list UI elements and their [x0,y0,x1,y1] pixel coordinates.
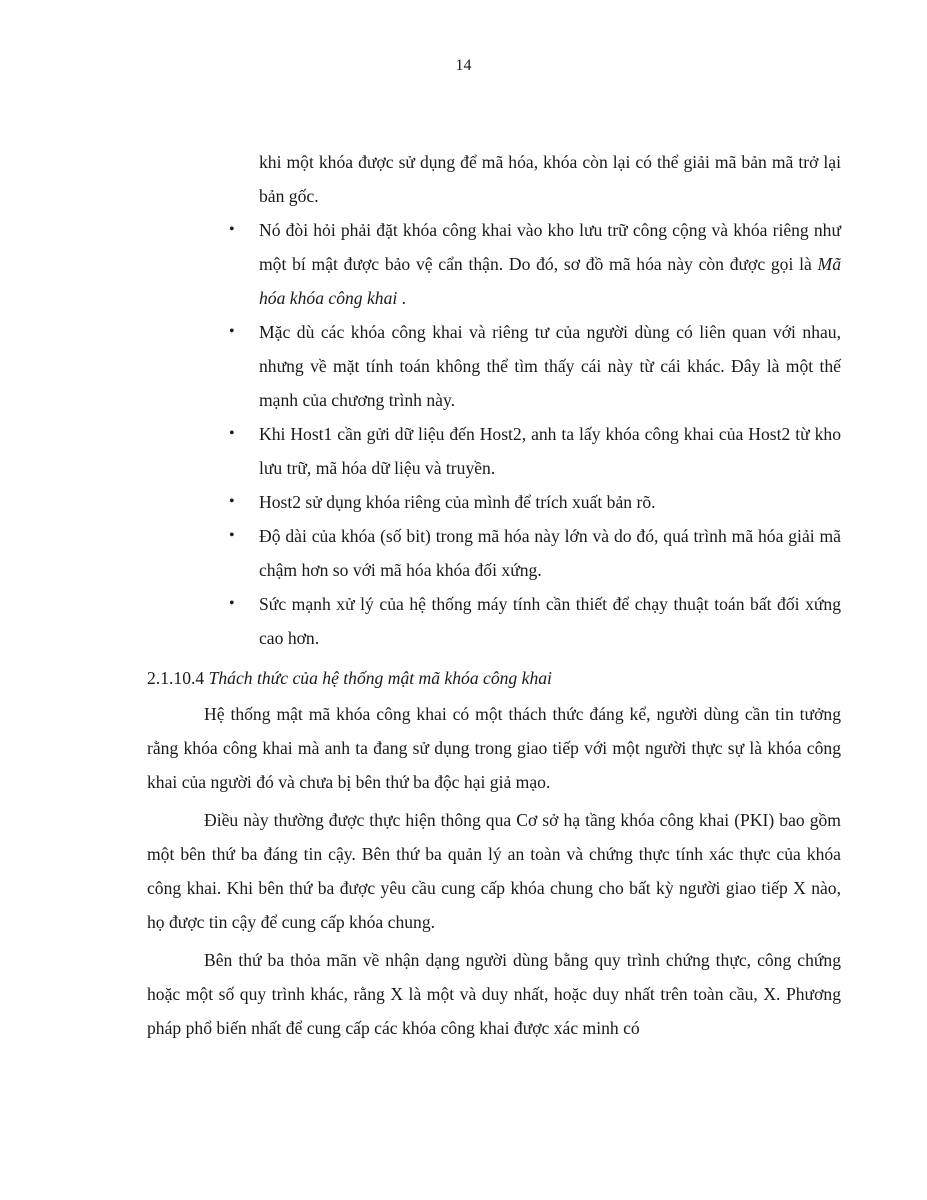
list-item [147,485,841,519]
list-item [147,213,841,315]
list-item-text: Khi Host1 cần gửi dữ liệu đến Host2, anh ta lấy khóa công khai của Host2 từ kho lưu trữ, mã hóa dữ liệu và truyền. [259,424,841,478]
list-item-italic-term: Mã hóa khóa công khai [259,254,841,308]
list-item-text: Độ dài của khóa (số bit) trong mã hóa này lớn và do đó, quá trình mã hóa giải mã chậm hơn so với mã hóa khóa đối xứng. [259,526,841,580]
list-item-text: Sức mạnh xử lý của hệ thống máy tính cần thiết để chạy thuật toán bất đối xứng cao hơn. [259,594,841,648]
list-item [147,519,841,587]
list-item [147,315,841,417]
list-item-text: Mặc dù các khóa công khai và riêng tư của người dùng có liên quan với nhau, nhưng về mặt tính toán không thể tìm thấy cái này từ cái khác. Đây là một thế mạnh của chương trình này. [259,322,841,410]
body-paragraph: Bên thứ ba thỏa mãn về nhận dạng người dùng bằng quy trình chứng thực, công chứng hoặc một số quy trình khác, rằng X là một và duy nhất, hoặc duy nhất trên toàn cầu, X. Phương pháp phổ biến nhất để cung cấp các khóa công khai được xác minh có [147,950,841,1038]
continuation-text: khi một khóa được sử dụng để mã hóa, khóa còn lại có thể giải mã bản mã trở lại bản gốc. [259,152,841,206]
section-heading [147,661,841,695]
section-number: 2.1.10.4 [147,668,205,688]
page-content [147,145,841,1045]
bullet-icon: • [229,221,235,238]
bullet-list [147,213,841,655]
body-paragraph: Điều này thường được thực hiện thông qua Cơ sở hạ tầng khóa công khai (PKI) bao gồm một bên thứ ba đáng tin cậy. Bên thứ ba quản lý an toàn và chứng thực tính xác thực của khóa công khai. Khi bên thứ ba được yêu cầu cung cấp khóa chung cho bất kỳ người giao tiếp X nào, họ được tin cậy để cung cấp khóa chung. [147,810,841,932]
list-item-text: Host2 sử dụng khóa riêng của mình để trích xuất bản rõ. [259,492,656,512]
bullet-icon: • [229,493,235,510]
bullet-icon: • [229,595,235,612]
section-title: Thách thức của hệ thống mật mã khóa công khai [208,668,552,688]
bullet-icon: • [229,425,235,442]
page-number: 14 [455,57,472,74]
bullet-icon: • [229,323,235,340]
list-item [147,417,841,485]
list-item-text-after: . [397,288,407,308]
body-paragraph: Hệ thống mật mã khóa công khai có một thách thức đáng kể, người dùng cần tin tưởng rằng khóa công khai mà anh ta đang sử dụng trong giao tiếp với một người thực sự là khóa công khai của người đó và chưa bị bên thứ ba độc hại giả mạo. [147,704,841,792]
bullet-icon: • [229,527,235,544]
list-item-text: Nó đòi hỏi phải đặt khóa công khai vào kho lưu trữ công cộng và khóa riêng như một bí mật được bảo vệ cẩn thận. Do đó, sơ đồ mã hóa này còn được gọi là [259,220,841,274]
list-item [147,587,841,655]
